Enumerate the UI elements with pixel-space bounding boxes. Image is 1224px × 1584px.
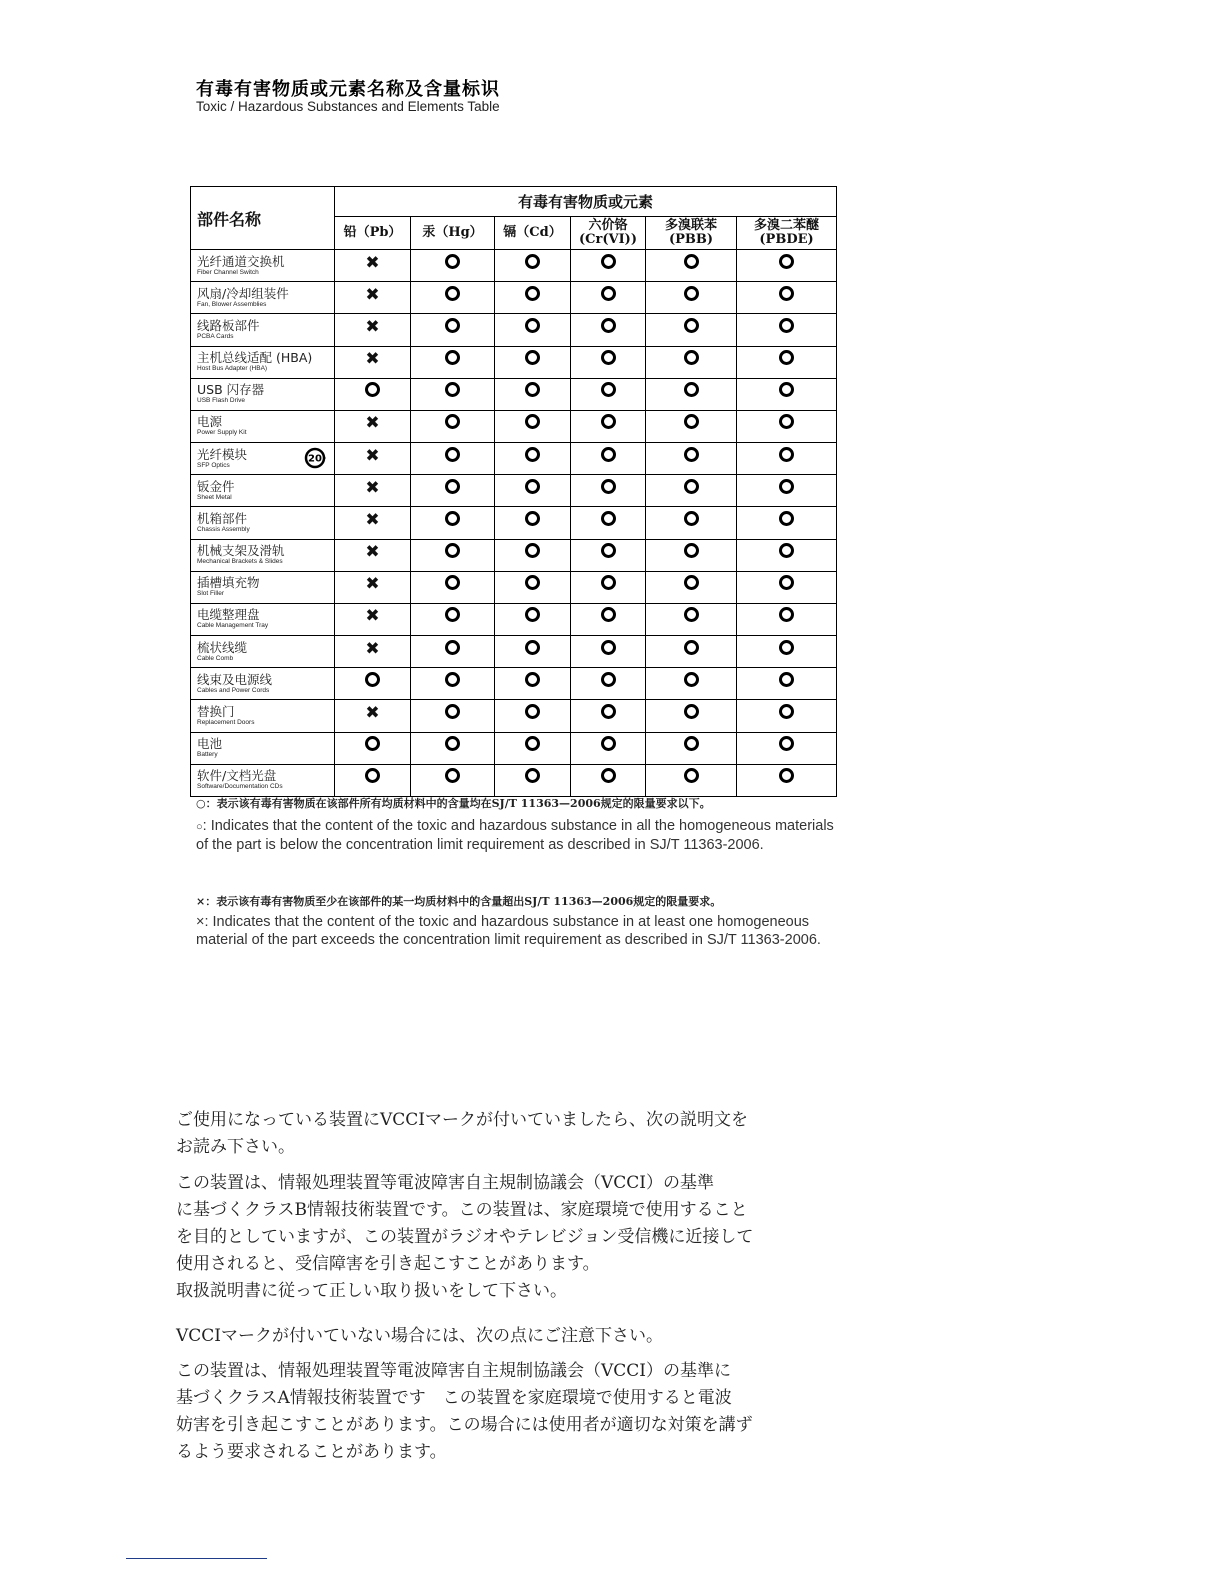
substance-mark-cell [495,539,571,571]
part-name-english: Mechanical Brackets & Slides [197,558,283,566]
substance-mark-cell [495,603,571,635]
substance-mark-cell [646,314,737,346]
substance-mark-cell [411,539,495,571]
part-name-chinese: 光纤通道交换机 [197,253,285,269]
table-row [191,732,837,764]
table-row [191,475,837,507]
substance-group-header: 有毒有害物质或元素 [335,187,837,217]
substance-mark-cell [646,636,737,668]
substance-mark-cell [646,700,737,732]
col-header: 铅（Pb） [335,217,411,250]
table-row [191,378,837,410]
substances-table [190,186,837,797]
part-name-cell [191,507,335,539]
substance-mark-cell [571,764,646,796]
substance-mark-cell [411,507,495,539]
substance-mark-cell: ✖ [335,443,411,475]
substance-mark-cell [411,443,495,475]
substance-mark-cell [335,764,411,796]
part-name-english: Cable Comb [197,654,234,662]
substance-mark-cell: ✖ [335,507,411,539]
heading-english: Toxic / Hazardous Substances and Elements Table [196,99,500,114]
part-name-chinese: 电源 [197,414,223,430]
substance-mark-cell [411,475,495,507]
part-name-chinese: 线路板部件 [197,317,260,333]
substance-mark-cell [737,732,837,764]
x-legend-chinese: ×：表示该有毒有害物质至少在该部件的某一均质材料中的含量超出SJ/T 11363—2006规定的限量要求。 [196,895,722,908]
substance-mark-cell [495,250,571,282]
table-row [191,571,837,603]
substance-mark-cell [737,475,837,507]
substance-mark-cell [571,410,646,442]
part-name-chinese: 机箱部件 [197,510,248,526]
heading-chinese: 有毒有害物质或元素名称及含量标识 [196,79,500,100]
x-legend-english: ×: Indicates that the content of the toxic and hazardous substance in at least one homogeneous material of the part exceeds the concentration limit requirement as described in SJ/T 11363-2006. [196,914,821,948]
substance-mark-cell [737,250,837,282]
table-row [191,443,837,475]
col-header: 六价铬 (Cr(VI)) [571,217,646,250]
table-row [191,700,837,732]
substance-mark-cell [495,443,571,475]
substance-mark-cell [335,378,411,410]
substance-mark-cell [571,250,646,282]
part-name-cell [191,410,335,442]
substance-mark-cell [571,507,646,539]
substance-mark-cell [646,539,737,571]
substance-mark-cell [411,732,495,764]
part-name-cell [191,443,335,475]
part-name-chinese: 插槽填充物 [197,575,260,591]
table-row [191,764,837,796]
vcci-paragraph-4: この装置は、情報処理装置等電波障害自主規制協議会（VCCI）の基準に 基づくクラスA情報技術装置です この装置を家庭環境で使用すると電波 妨害を引き起こすことがあります。この場合には使用者が適切な対策を講ず るよう要求されることがあります。 [176,1361,753,1462]
substance-mark-cell [495,475,571,507]
substance-mark-cell [737,764,837,796]
part-name-english: Replacement Doors [197,718,255,726]
part-name-english: SFP Optics [197,461,230,469]
substance-mark-cell: ✖ [335,539,411,571]
substance-mark-cell [571,378,646,410]
substance-mark-cell: ✖ [335,571,411,603]
part-name-english: Cable Management Tray [197,622,269,630]
substance-mark-cell [646,346,737,378]
substance-mark-cell [737,346,837,378]
substance-mark-cell [495,764,571,796]
part-name-cell [191,700,335,732]
part-name-chinese: 梳状线缆 [197,639,248,655]
substance-mark-cell: ✖ [335,250,411,282]
part-name-english: Fiber Channel Switch [197,268,259,276]
substance-mark-cell [646,410,737,442]
part-name-cell [191,282,335,314]
substance-mark-cell [411,571,495,603]
substance-mark-cell [411,764,495,796]
table-row [191,410,837,442]
part-name-cell [191,571,335,603]
part-name-cell [191,668,335,700]
part-name-cell [191,603,335,635]
substance-mark-cell [737,603,837,635]
part-name-english: Fan, Blower Assemblies [197,300,267,308]
table-row [191,250,837,282]
part-name-chinese: 主机总线适配 (HBA) [197,350,313,366]
table-row [191,539,837,571]
substance-mark-cell [411,603,495,635]
substance-mark-cell [646,507,737,539]
part-name-english: USB Flash Drive [197,397,246,405]
part-name-chinese: 电缆整理盘 [197,607,260,623]
substance-mark-cell [646,764,737,796]
substance-mark-cell [495,732,571,764]
part-name-chinese: 软件/文档光盘 [197,768,277,784]
substance-mark-cell [737,700,837,732]
substance-mark-cell [737,668,837,700]
substance-mark-cell [411,378,495,410]
part-name-english: Chassis Assembly [197,525,250,533]
substance-mark-cell [571,539,646,571]
substance-mark-cell [411,410,495,442]
substance-mark-cell [411,700,495,732]
part-name-english: Sheet Metal [197,493,232,501]
part-name-chinese: 电池 [197,736,223,752]
circle-icon: ○ [196,821,203,833]
o-legend-english: ○: Indicates that the content of the toxic and hazardous substance in all the homogeneous materials of the part is below the concentration limit requirement as described in SJ/T 11363-2006. [196,818,834,853]
substance-mark-cell [495,700,571,732]
substance-mark-cell: ✖ [335,636,411,668]
substance-mark-cell: ✖ [335,410,411,442]
part-name-chinese: 机械支架及滑轨 [197,543,285,559]
substance-mark-cell [411,282,495,314]
substance-mark-cell [411,668,495,700]
substance-mark-cell [411,346,495,378]
col-header: 多溴联苯 (PBB) [646,217,737,250]
substance-mark-cell [737,410,837,442]
substance-mark-cell [737,282,837,314]
substance-mark-cell [495,571,571,603]
part-name-english: Power Supply Kit [197,429,247,437]
part-name-cell [191,250,335,282]
part-name-english: Software/Documentation CDs [197,783,283,791]
substance-mark-cell: ✖ [335,346,411,378]
table-row [191,668,837,700]
substance-mark-cell [571,282,646,314]
part-name-cell [191,636,335,668]
footnote-divider [126,1558,267,1559]
col-header: 多溴二苯醚 (PBDE) [737,217,837,250]
substance-mark-cell: ✖ [335,603,411,635]
svg-text:20: 20 [308,453,322,465]
substance-mark-cell [571,475,646,507]
substance-mark-cell [571,443,646,475]
substance-mark-cell: ✖ [335,314,411,346]
substance-mark-cell [495,346,571,378]
substance-mark-cell [571,636,646,668]
substance-mark-cell [737,314,837,346]
table-row [191,282,837,314]
substance-mark-cell [737,539,837,571]
substance-mark-cell: ✖ [335,282,411,314]
epup-20-icon [304,447,326,469]
table-row [191,314,837,346]
substance-mark-cell [646,475,737,507]
substance-mark-cell [646,282,737,314]
part-name-cell [191,314,335,346]
part-name-cell [191,539,335,571]
col-header: 汞（Hg） [411,217,495,250]
substance-mark-cell [646,571,737,603]
substance-mark-cell [495,282,571,314]
substance-mark-cell [571,571,646,603]
substance-mark-cell [646,378,737,410]
part-name-chinese: 替换门 [197,703,235,719]
substance-mark-cell [495,378,571,410]
substance-mark-cell [571,603,646,635]
part-name-chinese: 线束及电源线 [197,671,273,687]
table-row [191,346,837,378]
substance-mark-cell [571,668,646,700]
substance-mark-cell [646,668,737,700]
substance-mark-cell [495,410,571,442]
substance-mark-cell [646,732,737,764]
table-row [191,603,837,635]
part-name-cell [191,764,335,796]
substance-mark-cell [571,314,646,346]
substance-mark-cell [495,636,571,668]
part-name-english: Battery [197,751,218,759]
substance-mark-cell [495,507,571,539]
o-legend-chinese: ○：表示该有毒有害物质在该部件所有均质材料中的含量均在SJ/T 11363—2006规定的限量要求以下。 [196,797,711,810]
substance-mark-cell [646,603,737,635]
substance-mark-cell [646,250,737,282]
substance-mark-cell [495,314,571,346]
o-legend [196,797,836,854]
substance-mark-cell [411,636,495,668]
substance-mark-cell [737,443,837,475]
substance-mark-cell [495,668,571,700]
table-row [191,636,837,668]
part-name-header: 部件名称 [191,187,335,250]
table-heading [196,80,500,114]
vcci-paragraph-1: ご使用になっている装置にVCCIマークが付いていましたら、次の説明文を お読み下さい。 [176,1110,749,1157]
part-name-cell [191,346,335,378]
part-name-cell [191,732,335,764]
part-name-english: Cables and Power Cords [197,686,270,694]
table-row [191,507,837,539]
substance-mark-cell: ✖ [335,475,411,507]
substance-mark-cell [411,250,495,282]
part-name-english: Slot Filler [197,590,225,598]
substance-mark-cell: ✖ [335,700,411,732]
substance-mark-cell [571,700,646,732]
substance-mark-cell [571,346,646,378]
part-name-chinese: 风扇/冷却组装件 [197,285,289,301]
vcci-paragraph-3: VCCIマークが付いていない場合には、次の点にご注意下さい。 [176,1326,664,1346]
substance-mark-cell [737,378,837,410]
substance-mark-cell [571,732,646,764]
substance-mark-cell [335,732,411,764]
cross-icon: × [196,914,205,930]
part-name-chinese: 钣金件 [197,478,235,494]
part-name-cell [191,378,335,410]
part-name-chinese: USB 闪存器 [197,382,265,398]
col-header: 镉（Cd） [495,217,571,250]
part-name-chinese: 光纤模块 [197,446,248,462]
substance-mark-cell [737,571,837,603]
part-name-english: PCBA Cards [197,332,234,340]
x-legend [196,895,836,949]
substance-mark-cell [737,636,837,668]
vcci-paragraph-2: この装置は、情報処理装置等電波障害自主規制協議会（VCCI）の基準 に基づくクラスB情報技術装置です。この装置は、家庭環境で使用すること を目的としていますが、この装置がラジオやテレビジョン受信機に近接して 使用されると、受信障害を引き起こすことがあります。 取扱説明書に従って正しい取り扱いをして下さい。 [176,1173,754,1301]
substance-mark-cell [411,314,495,346]
substance-mark-cell [335,668,411,700]
part-name-cell [191,475,335,507]
substance-mark-cell [646,443,737,475]
substance-mark-cell [737,507,837,539]
part-name-english: Host Bus Adapter (HBA) [197,365,268,373]
